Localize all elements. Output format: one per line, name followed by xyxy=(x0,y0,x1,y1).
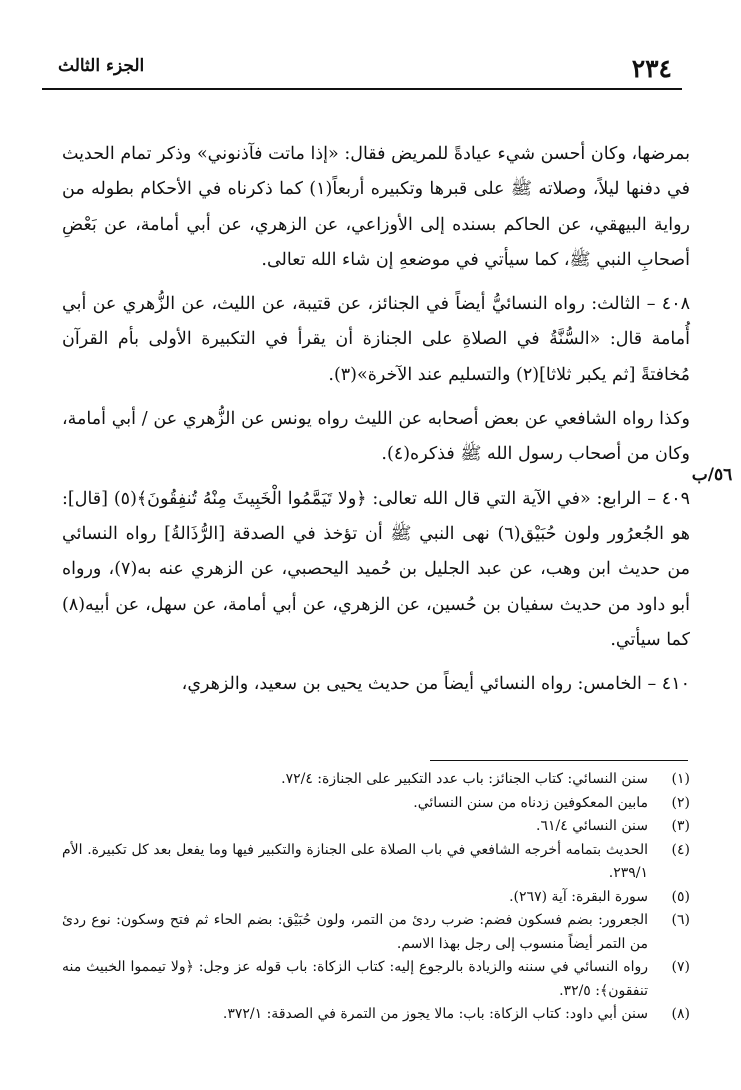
footnote-separator xyxy=(430,760,688,761)
footnote-text: سنن أبي داود: كتاب الزكاة: باب: مالا يجوز من التمرة في الصدقة: ٣٧٢/١. xyxy=(222,1006,648,1022)
footnote xyxy=(62,909,690,956)
footnote xyxy=(62,768,690,792)
paragraph-spacer xyxy=(62,393,690,402)
footnote-number: (٢) xyxy=(671,794,690,811)
page-header xyxy=(48,50,678,86)
footnote xyxy=(62,815,690,839)
footnote-text: سورة البقرة: آية (٢٦٧). xyxy=(509,888,648,905)
paragraph-shafii-narration: وكذا رواه الشافعي عن بعض أصحابه عن الليث رواه يونس عن الزُّهري عن / أبي أمامة، وكان من أصحاب رسول الله ﷺ فذكره(٤). xyxy=(62,409,690,465)
header-rule xyxy=(42,88,682,90)
paragraph-spacer xyxy=(62,278,690,287)
page-number: ٢٣٤ xyxy=(631,54,672,83)
footnote-number: (٣) xyxy=(671,818,690,834)
footnote-number: (٦) xyxy=(671,912,690,928)
footnote-text: رواه النسائي في سننه والزيادة بالرجوع إليه: كتاب الزكاة: باب قوله عز وجل: ﴿ولا تيمموا الخبيث منه تنفقون﴾: ٣٢/٥. xyxy=(62,959,648,999)
main-text xyxy=(62,137,690,702)
running-title: الجزء الثالث xyxy=(58,56,145,76)
paragraph-hadith-410: ٤١٠ – الخامس: رواه النسائي أيضاً من حديث يحيى بن سعيد، والزهري، xyxy=(181,674,690,695)
footnote xyxy=(62,792,690,816)
footnote xyxy=(62,956,690,1003)
paragraph-hadith-409: ٤٠٩ – الرابع: «في الآية التي قال الله تعالى: ﴿ولا تَيَمَّمُوا الْخَبِيثَ مِنْهُ تُنفِقُونَ﴾(٥) [قال]: هو الجُعرُور ولون حُبَيْق(٦) نهى النبي ﷺ أن تؤخذ في الصدقة [الرُّذَالةُ] رواه النسائي من حديث ابن وهب، عن عبد الجليل بن حُميد اليحصبي، عن الزهري عنه به(٧)، ورواه أبو داود من حديث سفيان بن حُسين، عن الزهري، عن أبي أمامة، عن سهل، عن أبيه(٨) كما سيأتي. xyxy=(62,488,691,650)
footnote-number: (١) xyxy=(671,771,690,787)
footnote-number: (٧) xyxy=(671,959,690,975)
footnote-text: الجعرور: بضم فسكون فضم: ضرب ردئ من التمر، ولون حُبَيْق: بضم الحاء ثم فتح وسكون: نوع ردئ من التمر أيضاً منسوب إلى رجل بهذا الاسم. xyxy=(62,912,648,952)
footnote-text: سنن النسائي ٦١/٤. xyxy=(536,818,648,834)
footnote-number: (٨) xyxy=(671,1006,690,1022)
paragraph-continuation: بمرضها، وكان أحسن شيء عيادةً للمريض فقال: «إذا ماتت فآذنوني» وذكر تمام الحديث في دفنها ليلاً، وصلاته ﷺ على قبرها وتكبيره أربعاً(١) كما ذكرناه في الأحكام بطوله من رواية البيهقي، عن الحاكم بسنده إلى الأوزاعي، عن الزهري، عن أبي أمامة، عن بَعْضِ أصحابِ النبي ﷺ، كما سيأتي في موضعهِ إن شاء الله تعالى. xyxy=(62,144,690,270)
footnote-text: مابين المعكوفين زدناه من سنن النسائي. xyxy=(413,794,648,811)
footnote xyxy=(62,886,690,910)
footnote-number: (٤) xyxy=(671,841,690,858)
paragraph-spacer xyxy=(62,658,690,667)
footnote xyxy=(62,839,690,886)
paragraph-spacer xyxy=(62,473,690,482)
footnote xyxy=(62,1003,690,1027)
footnote-number: (٥) xyxy=(671,888,690,905)
manuscript-folio-marker: ٥٦/ب xyxy=(691,465,733,485)
paragraph-hadith-408: ٤٠٨ – الثالث: رواه النسائيُّ أيضاً في الجنائز، عن قتيبة، عن الليث، عن الزُّهري عن أبي أُمامة قال: «السُّنَّةُ في الصلاةِ على الجنازة أن يقرأ في التكبيرة الأولى بأم القرآن مُخافتةً [ثم يكبر ثلاثا](٢) والتسليم عند الآخرة»(٣). xyxy=(62,294,690,385)
footnotes xyxy=(62,768,690,1027)
footnote-text: الحديث بتمامه أخرجه الشافعي في باب الصلاة على الجنازة والتكبير فيها وما يفعل بعد كل تكبيرة. الأم ٢٣٩/١. xyxy=(62,841,648,881)
footnote-text: سنن النسائي: كتاب الجنائز: باب عدد التكبير على الجنازة: ٧٢/٤. xyxy=(281,771,648,787)
